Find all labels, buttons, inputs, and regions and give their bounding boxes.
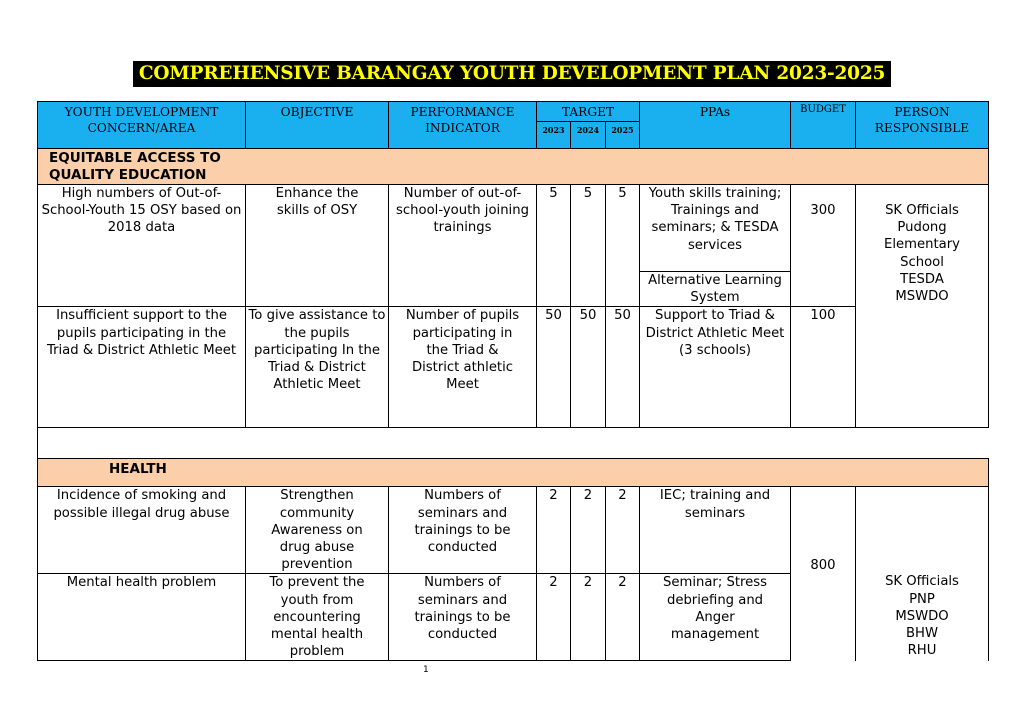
target-2023-cell: 50 — [537, 307, 571, 428]
ppas-cell: Youth skills training; Trainings and seminars; & TESDA services Alternative Learning System — [640, 185, 791, 307]
objective-cell: Enhance the skills of OSY — [246, 185, 389, 307]
indicator-cell: Number of out-of-school-youth joining trainings — [389, 185, 537, 307]
person-responsible-cell — [856, 185, 989, 428]
page-title: COMPREHENSIVE BARANGAY YOUTH DEVELOPMENT PLAN 2023-2025 — [133, 61, 891, 87]
section-education-title: EQUITABLE ACCESS TO QUALITY EDUCATION — [49, 150, 221, 183]
person-line: Elementary — [884, 237, 960, 253]
target-2024-cell: 2 — [571, 487, 606, 574]
person-line: SK Officials — [885, 574, 959, 590]
header-ppas: PPAs — [640, 102, 791, 149]
indicator-cell: Numbers of seminars and trainings to be conducted — [389, 574, 537, 661]
header-target: TARGET — [537, 102, 640, 122]
table-row — [38, 185, 989, 307]
person-line: BHW — [905, 626, 938, 642]
table-row — [38, 307, 989, 428]
target-2024-cell: 50 — [571, 307, 606, 428]
concern-cell: Insufficient support to the pupils participating in the Triad & District Athletic Meet — [38, 307, 246, 428]
target-2024-cell: 2 — [571, 574, 606, 661]
section-health-title: HEALTH — [38, 459, 989, 487]
target-2025-cell: 5 — [606, 185, 640, 307]
header-objective: OBJECTIVE — [246, 102, 389, 149]
target-2025-cell: 2 — [606, 574, 640, 661]
section-health-row — [38, 459, 989, 487]
concern-cell: Incidence of smoking and possible illegal drug abuse — [38, 487, 246, 574]
person-line: RHU — [907, 643, 937, 659]
table-row — [38, 487, 989, 574]
target-2023-cell: 2 — [537, 574, 571, 661]
ppas-cell: Support to Triad & District Athletic Meet (3 schools) — [640, 307, 791, 428]
concern-cell: High numbers of Out-of-School-Youth 15 OSY based on 2018 data — [38, 185, 246, 307]
person-line: SK Officials — [885, 203, 959, 218]
target-2023-cell: 2 — [537, 487, 571, 574]
person-line: MSWDO — [895, 289, 949, 305]
indicator-cell: Numbers of seminars and trainings to be conducted — [389, 487, 537, 574]
header-indicator: PERFORMANCE INDICATOR — [389, 102, 537, 149]
section-education-row — [38, 149, 989, 185]
spacer-row — [38, 428, 989, 459]
indicator-cell: Number of pupils participating in the Triad & District athletic Meet — [389, 307, 537, 428]
objective-cell: To prevent the youth from encountering mental health problem — [246, 574, 389, 661]
header-year-2025: 2025 — [606, 122, 640, 149]
budget-cell: 800 — [791, 487, 856, 661]
concern-cell: Mental health problem — [38, 574, 246, 661]
header-year-2023: 2023 — [537, 122, 571, 149]
person-line: PNP — [909, 591, 935, 607]
objective-cell: To give assistance to the pupils participating In the Triad & District Athletic Meet — [246, 307, 389, 428]
header-row — [38, 102, 989, 122]
header-person: PERSON RESPONSIBLE — [856, 102, 989, 149]
person-line: MSWDO — [895, 608, 949, 624]
target-2024-cell: 5 — [571, 185, 606, 307]
target-2025-cell: 2 — [606, 487, 640, 574]
target-2023-cell: 5 — [537, 185, 571, 307]
header-concern: YOUTH DEVELOPMENT CONCERN/AREA — [38, 102, 246, 149]
header-budget: BUDGET — [791, 102, 856, 149]
objective-cell: Strengthen community Awareness on drug abuse prevention — [246, 487, 389, 574]
ppas-cell: IEC; training and seminars — [640, 487, 791, 574]
ppas-extra: Alternative Learning System — [640, 271, 790, 306]
youth-plan-table — [37, 101, 989, 661]
person-line: Pudong — [897, 220, 947, 236]
page-number: 1 — [423, 665, 429, 675]
header-year-2024: 2024 — [571, 122, 606, 149]
person-line: School — [900, 254, 944, 270]
target-2025-cell: 50 — [606, 307, 640, 428]
ppas-cell: Seminar; Stress debriefing and Anger management — [640, 574, 791, 661]
budget-cell: 300 — [791, 185, 856, 307]
budget-cell: 100 — [791, 307, 856, 428]
person-responsible-cell — [856, 487, 989, 661]
person-line: TESDA — [900, 271, 944, 287]
